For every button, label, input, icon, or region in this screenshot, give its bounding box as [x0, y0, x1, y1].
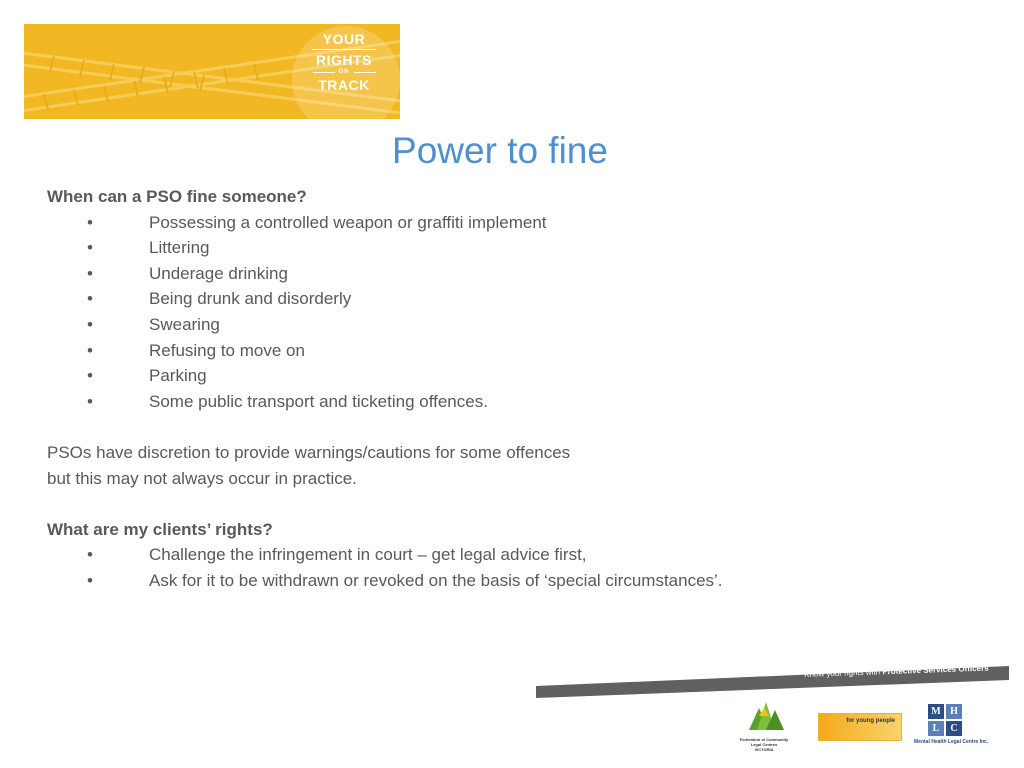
- offence-list: [47, 210, 947, 415]
- list-item: • Parking: [87, 366, 207, 386]
- list-item: • Littering: [87, 238, 210, 258]
- logo-line-on: ON: [284, 68, 400, 77]
- mhlc-letter-grid: M H L C: [928, 704, 962, 736]
- mhlc-logo: [914, 704, 989, 745]
- fclc-logo-sub: VICTORIA: [754, 747, 774, 752]
- logo-line-track: TRACK: [318, 77, 370, 93]
- header-banner: [24, 24, 400, 119]
- mhlc-logo-name: Mental Health Legal Centre Inc.: [914, 739, 989, 745]
- spacer: [47, 491, 947, 517]
- list-item: • Being drunk and disorderly: [87, 289, 352, 309]
- your-rights-on-track-logo: [284, 31, 400, 93]
- youth-logo-text: for young people: [846, 718, 895, 724]
- list-item: • Possessing a controlled weapon or graffiti implement: [87, 212, 547, 232]
- footer-tagline: Know your rights with Protective Services Officers: [804, 663, 989, 679]
- slide-body: [47, 184, 947, 594]
- question-client-rights: What are my clients’ rights?: [47, 519, 273, 539]
- logo-rule: [312, 49, 376, 50]
- list-item: • Refusing to move on: [87, 340, 305, 360]
- tree-icon: [739, 700, 789, 732]
- fclc-logo-name: Federation of Community Legal Centres: [739, 737, 789, 747]
- discretion-paragraph-line2: but this may not always occur in practice.: [47, 468, 357, 488]
- rights-list: [47, 542, 947, 593]
- spacer: [47, 414, 947, 440]
- slide-title: Power to fine: [392, 130, 608, 171]
- logo-line-your: YOUR: [322, 31, 366, 47]
- list-item: • Some public transport and ticketing offences.: [87, 391, 488, 411]
- discretion-paragraph-line1: PSOs have discretion to provide warnings/cautions for some offences: [47, 442, 571, 462]
- list-item: • Challenge the infringement in court – get legal advice first,: [87, 545, 587, 565]
- list-item: • Swearing: [87, 314, 220, 334]
- fclc-logo: [736, 700, 792, 752]
- question-when-fine: When can a PSO fine someone?: [47, 187, 307, 206]
- list-item: • Ask for it to be withdrawn or revoked on the basis of ‘special circumstances’.: [87, 570, 723, 590]
- list-item: • Underage drinking: [87, 263, 288, 283]
- logo-line-rights: RIGHTS: [316, 52, 372, 68]
- youth-law-logo: [818, 713, 902, 741]
